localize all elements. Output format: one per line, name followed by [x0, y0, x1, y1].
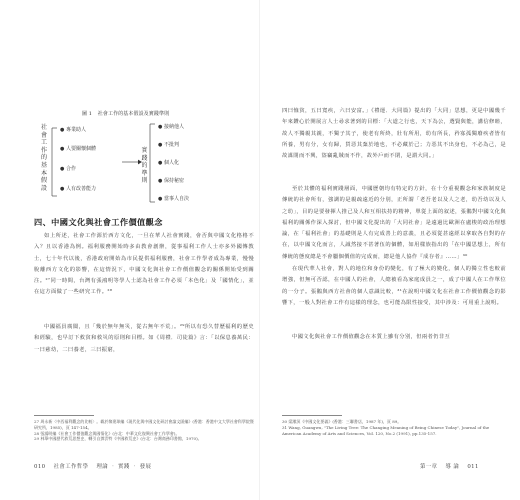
body-paragraph: 在現代華人社會，對人的地位和身份的變化，有了極大的變化，個人的獨立性也較前增強，但無可否認，在中國人的社會，人總被看為家庭成員之一，成了中國人在工作單位的一分子。張鵝與西方社會的個人意識比較，³¹在說明中國文化在社會工作價值觀念的影響下，一般人對社會工作有這樣的理念，也可能為限性接受，其中涉及：可用重上說明。	[282, 266, 506, 306]
body-paragraph: 至於其體的福利實踐層面，中國歷朝均有特定的方針，在十分重視觀念和家族制度是傳統的社會所有，強調的是親疏遠近的分別，正所謂「老吾老以及人之老，幼吾幼以及人之幼」，目的是要發揮人推己及人和互相扶持的精神，單從上面的叙述，張鵝對中國文化與福利的關係作深入探討，但中國文化提出的「大同社會」是遠過比歐洲在盧梭的政治理想論，在「福利社會」的基礎則是人有完成善上的意義，且必須從甚遠經以拿取各自對的存在，以中國文化而言，人誠然接不甚著伍的個體，如用樣族指出的「在中國思想上，所有傳統的態度總是不會屬個價值的完成而，總是他人協作『成存者』……」³⁰	[282, 186, 506, 260]
running-footer	[34, 462, 151, 470]
body-paragraph: 中國福員廣闊，且「幾於無年無災，從古無年不荒」。²⁹所以有恐久替歷福利的歷史和經驗，也早訂下救貧和救災的原則和目標。如《周禮．司徒篇》言：「以保息養萬民：一曰慈幼，二曰養老，三曰振窮，	[34, 324, 254, 353]
figure-title: 社會工作的基本假設及實踐準則	[97, 111, 170, 117]
footnotes	[282, 419, 506, 436]
footnote: 30 梁漱溟《中國文化要義》(香港：三聯書店，1987 年)，頁 89。	[282, 419, 402, 424]
figure-left-item: ● 專業助人	[60, 127, 86, 133]
footnote: 28 張鴻明編《社會工作價值觀念與國情化》(台北：中華文化復興社會工作學會)。	[34, 430, 180, 436]
right-page	[260, 0, 520, 500]
page-number: 010	[34, 464, 46, 470]
figure-left-item: ● 人要關懷個體	[60, 146, 96, 152]
figure-diagram	[0, 0, 260, 215]
figure-right-item: ● 當事人自決	[158, 196, 189, 202]
book-subtitle: 理論 ‧ 實踐 ‧ 發展	[96, 464, 152, 470]
body-paragraph: 中國文化與社會工作價值觀念在本質上雖有分別，但兩者仍非互	[292, 334, 451, 340]
page-number: 011	[467, 464, 479, 470]
footnotes	[34, 419, 254, 442]
chapter-title: 導 論	[445, 464, 460, 470]
body-paragraph: 如上所述，社會工作源於西方文化，一旦在華人社會實踐，會否與中國文化格格不入？且以香港為例。福利服務開始時多由教會創辦，從事福利工作人士亦多外國傳教士，七十年代以後，香港政府開始為市民提供福利服務，社會工作學者成為專業，慢慢脫離西方文化的影響，在這情況下，中國文化與社會工作價值觀念的關係開始受到關注。²⁷同一時間，台灣有張鴻明等學人士認為社會工作必須「本色化」及「國情化」，並在這方面做了一些研究工作。²⁸	[34, 233, 254, 296]
footnote: 27 周永新〈中西福利觀念的比較〉。載於黎建球編《現代化與中國文化研討會論文匯編》(香港：香港中文大學社會科學院暨研究所，1985)，頁 147-154。	[34, 419, 254, 430]
figure-mid-label: 實踐的準則	[141, 147, 148, 185]
figure-right-item: ● 個人化	[158, 160, 179, 166]
book-title: 社會工作哲學	[53, 464, 89, 470]
chapter-label: 第一章	[420, 464, 438, 470]
running-footer	[420, 462, 479, 470]
footnote-rule	[282, 415, 342, 416]
figure-right-item: ● 保持秘密	[158, 178, 184, 184]
figure-left-item: ● 人有改善能力	[60, 186, 96, 192]
figure-left-label: 社會工作的基本假設	[40, 124, 48, 192]
figure-left-item: ● 合作	[60, 166, 76, 172]
section-heading: 四、中國文化與社會工作價值觀念	[34, 217, 163, 227]
figure-right-item: ● 接納他人	[158, 124, 184, 130]
figure-right-item: ● 不批判	[158, 142, 179, 148]
footnote-rule	[34, 415, 94, 416]
figure-label: 圖 1	[82, 111, 93, 117]
body-paragraph: 四曰恤貧，五曰寬疾，六曰安富。」《禮運．大同篇》提出的「大同」思想，更是中國幾千年來鑽心於開展言人士尋求著到的目標：「大道之行也，天下為公，選賢與能，講信修睦，故人不獨親其親，不獨子其子，使老有所終，壯有所用，幼有所長，矜寡孤獨廢疾者皆有所養，男有分，女有歸，貨惡其棄於地也，不必藏於己；力惡其不出身也，不必為己，是故謀閉而不興，盜竊亂賊而不作，故外戶而不閉，是謂大同。」	[282, 108, 506, 160]
footnote: 29 林華中國歷代救荒思想史，轉引自鄧雲特《中國救荒史》(台北：台灣商務印書館，1970)。	[34, 436, 202, 442]
footnote: 31 Wang, Guangwu, "The Living Tree: The Changing Meaning of Being Chinese Today", Journal of the American Academy of Arts and Sciences, Vol. 120, No.2 (1991), pp.135-157.	[282, 424, 490, 436]
